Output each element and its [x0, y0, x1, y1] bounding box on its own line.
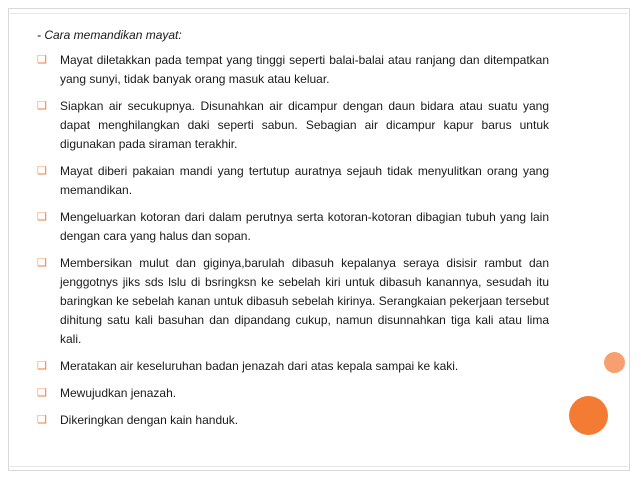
list-item-text: Membersikan mulut dan giginya,barulah dibasuh kepalanya seraya disisir rambut dan jenggotnys jiks sds lslu di bsringksn ke sebelah kiri untuk dibasuh kanannya, sesudah itu baringkan ke sebelah kanan untuk dibasuh sebelah kirinya. Serangkaian pekerjaan tersebut dihitung satu kali basuhan dan dipandang cukup, namun disunnahkan tiga kali atau lima kali.	[60, 256, 549, 346]
square-bullet-icon: ❑	[37, 54, 47, 66]
list-item-text: Dikeringkan dengan kain handuk.	[60, 413, 239, 427]
list-item	[37, 162, 549, 200]
list-item-text: Mewujudkan jenazah.	[60, 386, 177, 400]
list-item	[37, 254, 549, 349]
list-item	[37, 357, 549, 376]
list-item-text: Mengeluarkan kotoran dari dalam perutnya serta kotoran-kotoran dibagian tubuh yang lain dengan cara yang halus dan sopan.	[60, 210, 549, 243]
square-bullet-icon: ❑	[37, 414, 47, 426]
decorative-circle-small	[604, 352, 625, 373]
list-item-text: Siapkan air secukupnya. Disunahkan air dicampur dengan daun bidara atau suatu yang dapat menghilangkan daki seperti sabun. Sebagian air dicampur kapur barus untuk digunakan pada siraman terakhir.	[60, 99, 549, 151]
list-item	[37, 411, 549, 430]
list-item	[37, 97, 549, 154]
list-item-text: Mayat diberi pakaian mandi yang tertutup auratnya sejauh tidak menyulitkan orang yang memandikan.	[60, 164, 549, 197]
list-item	[37, 384, 549, 403]
list-item-text: Meratakan air keseluruhan badan jenazah dari atas kepala sampai ke kaki.	[60, 359, 459, 373]
square-bullet-icon: ❑	[37, 360, 47, 372]
list-item	[37, 208, 549, 246]
top-divider	[10, 13, 628, 14]
decorative-circle-large	[569, 396, 608, 435]
list-item-text: Mayat diletakkan pada tempat yang tinggi seperti balai-balai atau ranjang dan ditempatkan yang sunyi, tidak banyak orang masuk atau keluar.	[60, 53, 549, 86]
slide-heading: - Cara memandikan mayat:	[37, 28, 182, 42]
slide-content	[37, 26, 549, 438]
square-bullet-icon: ❑	[37, 100, 47, 112]
bottom-divider	[10, 466, 628, 467]
square-bullet-icon: ❑	[37, 165, 47, 177]
square-bullet-icon: ❑	[37, 257, 47, 269]
square-bullet-icon: ❑	[37, 387, 47, 399]
square-bullet-icon: ❑	[37, 211, 47, 223]
list-item	[37, 51, 549, 89]
